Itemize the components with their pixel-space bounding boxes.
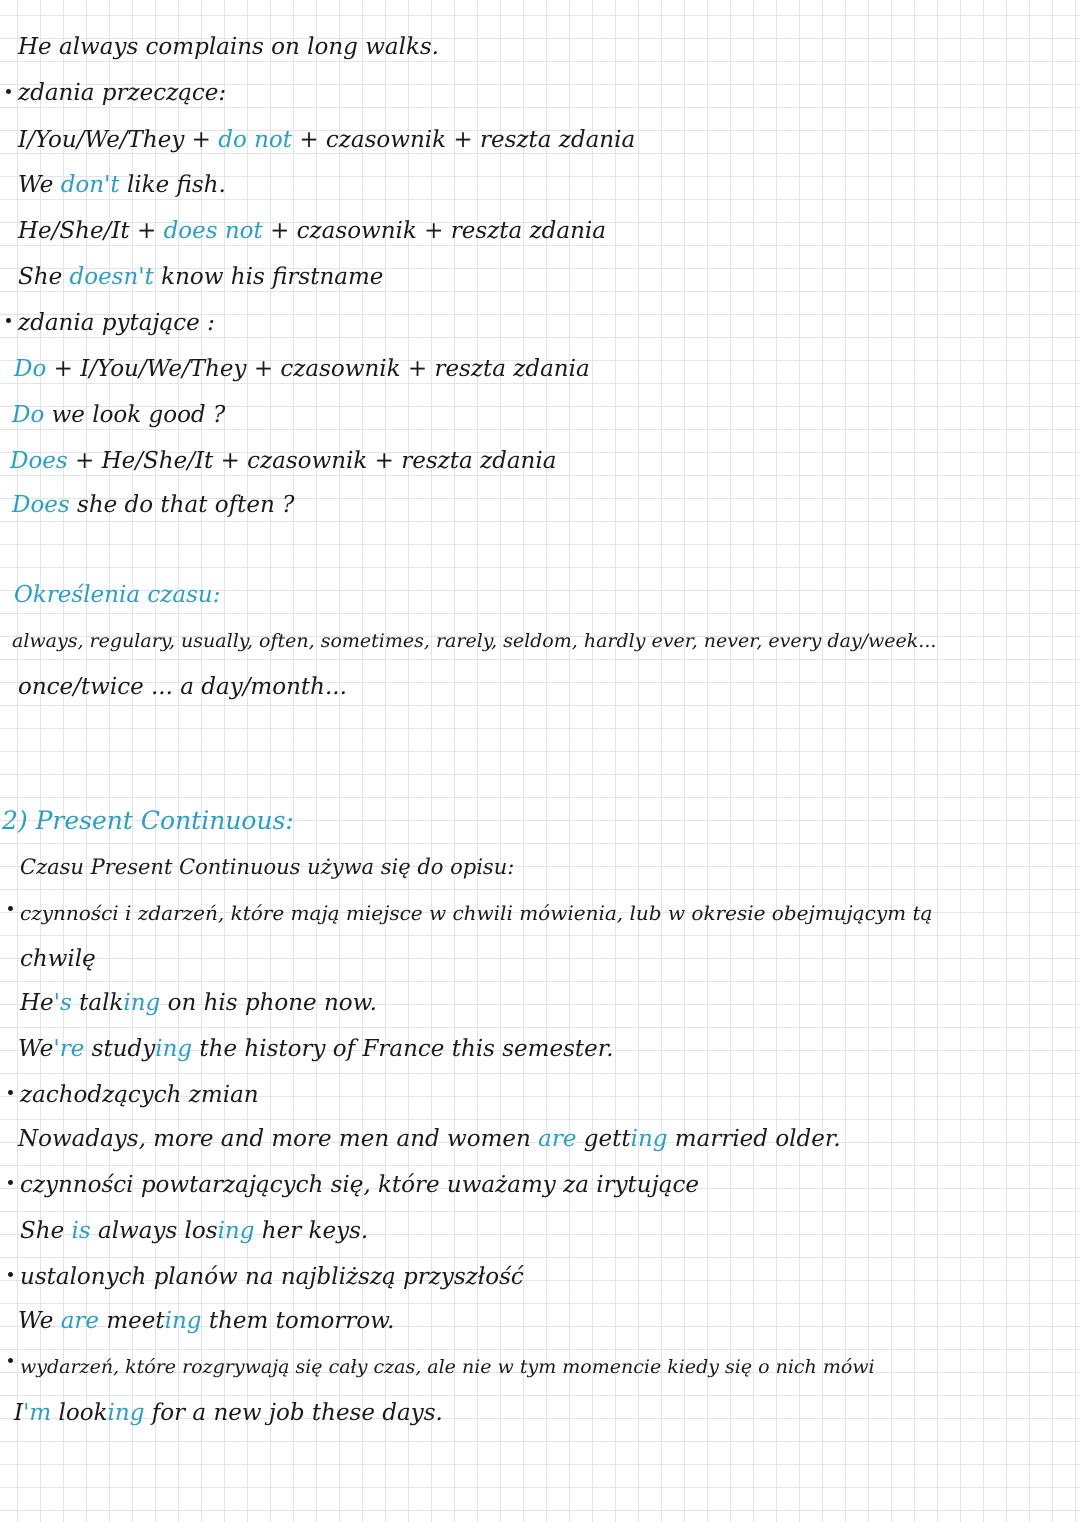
highlight-text: ing	[630, 1126, 668, 1152]
example-question-singular	[12, 490, 294, 520]
bullet	[8, 1090, 13, 1095]
rule-question-plural	[14, 354, 590, 384]
highlight-text: does not	[163, 218, 263, 244]
line-text: meet	[99, 1308, 165, 1334]
rule-negative-singular	[18, 216, 606, 246]
line-text: czynności powtarzających się, które uważamy za irytujące	[20, 1172, 699, 1198]
line-text: He	[20, 990, 54, 1016]
heading-time-expressions	[14, 580, 220, 610]
section-heading-present-continuous	[2, 806, 294, 836]
line-text: study	[84, 1036, 156, 1062]
highlight-text: ing	[217, 1218, 255, 1244]
line-text: know his firstname	[153, 264, 384, 290]
rule-negative-plural	[18, 125, 635, 155]
highlight-text: ing	[107, 1400, 145, 1426]
line-text: married older.	[667, 1126, 841, 1152]
rule-question-singular	[10, 446, 556, 476]
heading-negative-sentences	[18, 78, 226, 108]
example-losing-keys	[20, 1216, 368, 1246]
highlight-text: don't	[60, 172, 120, 198]
line-text: we look good ?	[44, 402, 226, 428]
highlight-text: 're	[53, 1036, 85, 1062]
line-text: she do that often ?	[69, 492, 295, 518]
example-looking-for-job	[14, 1398, 443, 1428]
line-text: Określenia czasu:	[14, 582, 221, 608]
line-text: them tomorrow.	[201, 1308, 395, 1334]
use-irritating-repetition	[20, 1170, 699, 1200]
line-text: I/You/We/They +	[18, 127, 219, 153]
bullet	[8, 1272, 13, 1277]
highlight-text: Does	[12, 492, 70, 518]
line-text: zachodzących zmian	[20, 1082, 259, 1108]
example-getting-married	[18, 1124, 841, 1154]
bullet	[8, 1180, 13, 1185]
use-actions-now-continued	[20, 944, 96, 974]
highlight-text: are	[538, 1126, 577, 1152]
line-text: once/twice ... a day/month...	[18, 674, 347, 700]
line-text: He always complains on long walks.	[18, 34, 439, 60]
line-text: like fish.	[119, 172, 226, 198]
line-text: I	[14, 1400, 24, 1426]
line-text: ustalonych planów na najbliższą przyszłość	[20, 1264, 524, 1290]
note-line-example-complains	[18, 32, 439, 62]
example-question-plural	[12, 400, 225, 430]
line-text: + I/You/We/They + czasownik + reszta zdania	[46, 356, 590, 382]
use-ongoing-events	[20, 1352, 875, 1382]
highlight-text: Do	[12, 402, 45, 428]
example-studying	[18, 1034, 614, 1064]
highlight-text: Does	[10, 448, 68, 474]
use-fixed-plans	[20, 1262, 524, 1292]
highlight-text: 'm	[23, 1400, 52, 1426]
line-text: for a new job these days.	[144, 1400, 443, 1426]
highlight-text: Do	[14, 356, 47, 382]
intro-present-continuous	[20, 852, 514, 882]
line-text: She	[18, 264, 70, 290]
example-negative-singular	[18, 262, 383, 292]
line-text: + czasownik + reszta zdania	[262, 218, 606, 244]
line-text: her keys.	[254, 1218, 369, 1244]
line-text: wydarzeń, które rozgrywają się cały czas, ale nie w tym momencie kiedy się o nich mówi	[20, 1356, 875, 1378]
line-text: on his phone now.	[160, 990, 377, 1016]
use-changes	[20, 1080, 259, 1110]
line-text: We	[18, 1036, 54, 1062]
line-text: We	[18, 1308, 61, 1334]
bullet	[6, 318, 11, 323]
use-actions-now	[20, 898, 932, 928]
line-text: He/She/It +	[18, 218, 164, 244]
line-text: chwilę	[20, 946, 96, 972]
highlight-text: 's	[53, 990, 72, 1016]
line-text: She	[20, 1218, 72, 1244]
line-text: + czasownik + reszta zdania	[292, 127, 636, 153]
time-expressions-list	[12, 626, 936, 656]
bullet	[8, 1358, 13, 1363]
line-text: look	[51, 1400, 108, 1426]
bullet	[8, 906, 13, 911]
highlight-text: ing	[155, 1036, 193, 1062]
highlight-text: is	[71, 1218, 91, 1244]
example-meeting-tomorrow	[18, 1306, 394, 1336]
line-text: the history of France this semester.	[192, 1036, 614, 1062]
line-text: always, regulary, usually, often, sometimes, rarely, seldom, hardly ever, never, every day/week...	[12, 630, 937, 652]
line-text: zdania pytające :	[18, 310, 215, 336]
example-negative-plural	[18, 170, 226, 200]
bullet	[6, 89, 11, 94]
highlight-text: are	[60, 1308, 100, 1334]
highlight-text: doesn't	[69, 264, 154, 290]
highlight-text: ing	[123, 990, 161, 1016]
line-text: czynności i zdarzeń, które mają miejsce w chwili mówienia, lub w okresie obejmującym tą	[20, 901, 933, 925]
line-text: always los	[90, 1218, 218, 1244]
line-text: Czasu Present Continuous używa się do opisu:	[20, 855, 515, 879]
line-text: Nowadays, more and more men and women	[18, 1126, 539, 1152]
highlight-text: ing	[164, 1308, 202, 1334]
line-text: We	[18, 172, 61, 198]
time-expressions-list-continued	[18, 672, 347, 702]
line-text: 2) Present Continuous:	[2, 806, 294, 835]
line-text: + He/She/It + czasownik + reszta zdania	[67, 448, 557, 474]
line-text: gett	[576, 1126, 631, 1152]
highlight-text: do not	[218, 127, 293, 153]
line-text: talk	[71, 990, 124, 1016]
example-talking	[20, 988, 377, 1018]
heading-questions	[18, 308, 215, 338]
line-text: zdania przeczące:	[18, 80, 227, 106]
